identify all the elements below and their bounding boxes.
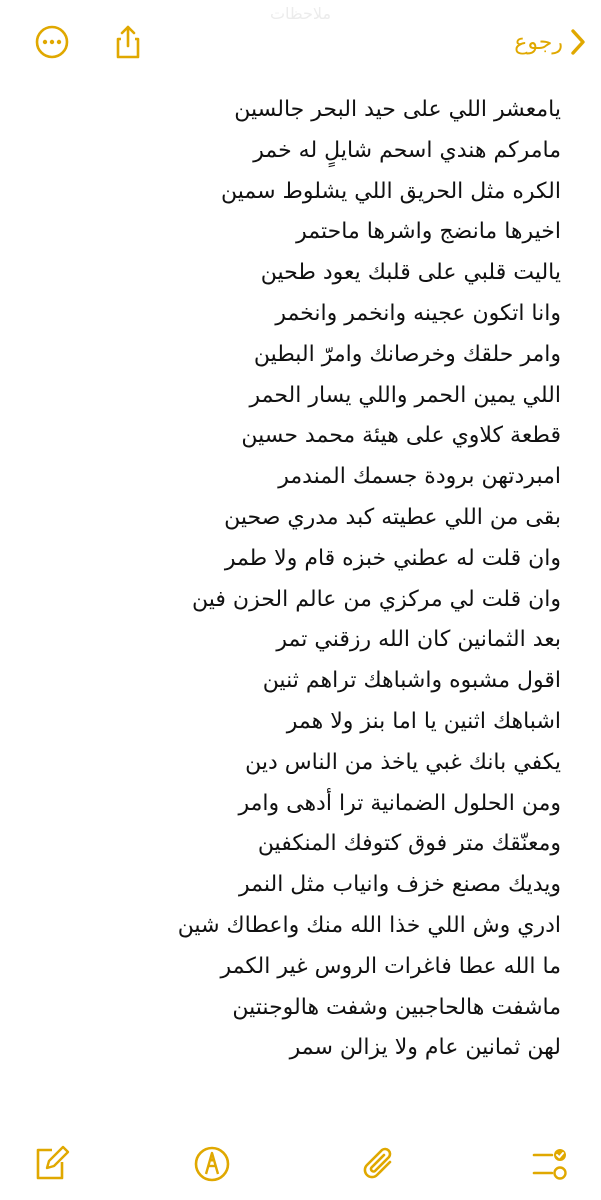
note-line: ومعنّقك متر فوق كتوفك المنكفين — [257, 831, 561, 857]
top-toolbar — [0, 0, 601, 80]
note-line: اشباهك اثنين يا اما بنز ولا همر — [286, 708, 561, 734]
more-circle-icon[interactable] — [34, 24, 70, 60]
note-body[interactable] — [21, 90, 561, 1069]
markup-pen-icon[interactable] — [192, 1144, 232, 1184]
note-line: قطعة كلاوي على هيئة محمد حسين — [241, 423, 561, 449]
note-line: امبردتهن برودة جسمك المندمر — [278, 464, 561, 490]
note-line: بعد الثمانين كان الله رزقني تمر — [276, 627, 561, 653]
note-line: لهن ثمانين عام ولا يزالن سمر — [289, 1035, 561, 1061]
note-line: يامعشر اللي على حيد البحر جالسين — [234, 97, 561, 122]
note-line: وان قلت له عطني خبزه قام ولا طمر — [224, 545, 561, 571]
note-line: مامركم هندي اسحم شايلٍ له خمر — [253, 137, 561, 163]
back-label: رجوع — [514, 29, 563, 55]
note-line: ادري وش اللي خذا الله منك واعطاك شين — [177, 912, 561, 938]
note-line: اخيرها مانضج واشرها ماحتمر — [296, 219, 561, 245]
note-line: ويديك مصنع خزف وانياب مثل النمر — [239, 872, 561, 898]
bottom-toolbar — [0, 1120, 601, 1200]
share-icon[interactable] — [110, 24, 146, 60]
note-line: ياليت قلبي على قلبك يعود طحين — [260, 260, 561, 286]
note-line: ماشفت هالحاجبين وشفت هالوجنتين — [232, 994, 561, 1020]
note-line: وان قلت لي مركزي من عالم الحزن فين — [192, 586, 561, 612]
chevron-right-icon — [569, 27, 587, 57]
paperclip-icon[interactable] — [360, 1144, 400, 1184]
note-line: يكفي بانك غبي ياخذ من الناس دين — [245, 749, 561, 775]
note-line: وامر حلقك وخرصانك وامرّ البطين — [253, 341, 561, 367]
note-line: الكره مثل الحريق اللي يشلوط سمين — [220, 178, 561, 204]
note-line: اللي يمين الحمر واللي يسار الحمر — [249, 382, 561, 408]
note-line: وانا اتكون عجينه وانخمر وانخمر — [275, 300, 561, 326]
note-line: بقى من اللي عطيته كبد مدري صحين — [224, 504, 561, 530]
checklist-icon[interactable] — [528, 1144, 568, 1184]
note-line: ما الله عطا فاغرات الروس غير الكمر — [220, 953, 561, 979]
faint-header-title: ملاحظات — [269, 4, 332, 23]
note-line: ومن الحلول الضمانية ترا أدهى وامر — [238, 790, 561, 816]
back-button[interactable] — [514, 24, 587, 60]
compose-icon[interactable] — [30, 1144, 70, 1184]
note-line: اقول مشبوه واشباهك تراهم ثنين — [262, 668, 561, 694]
